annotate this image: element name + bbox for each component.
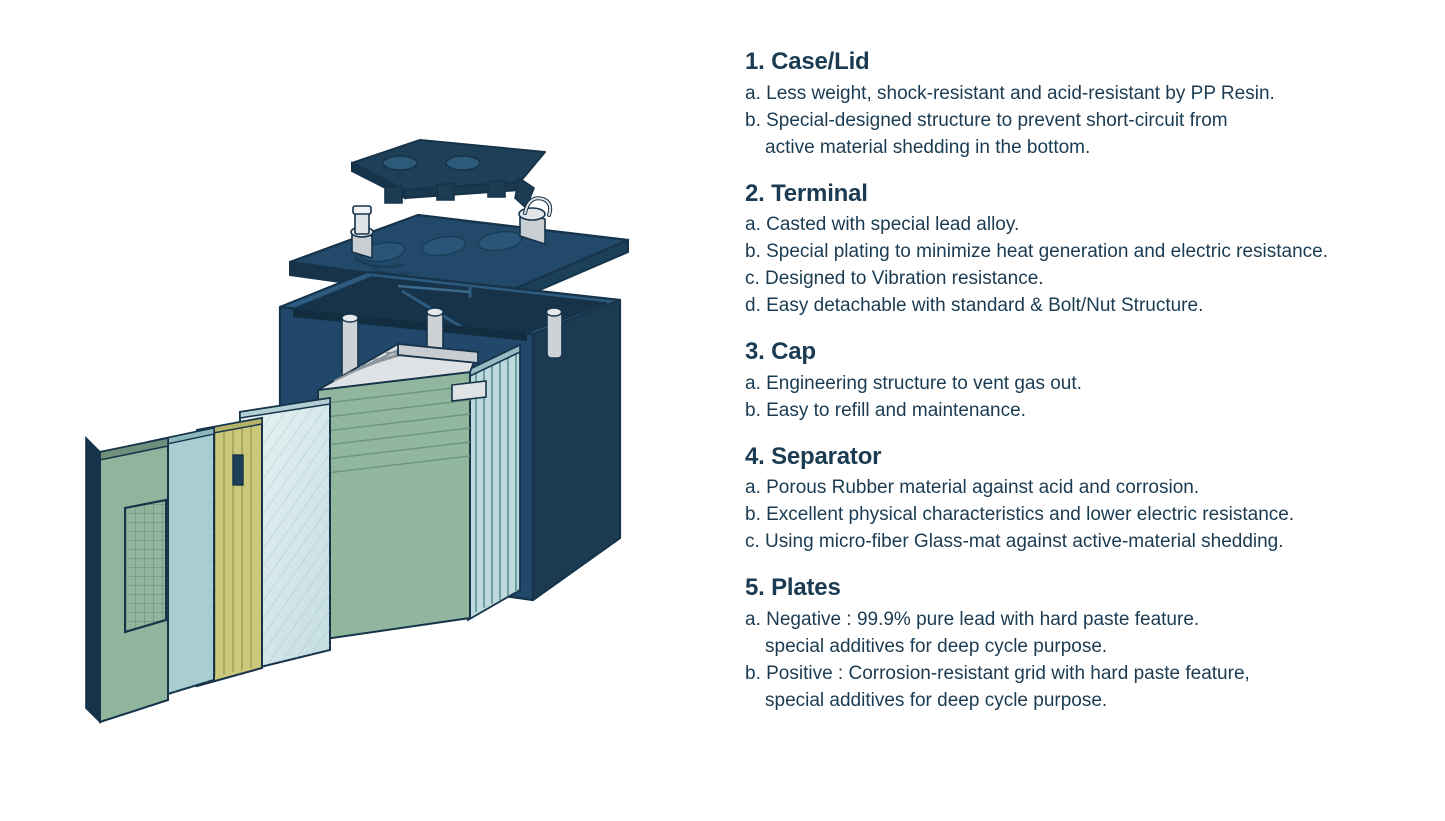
spec-line: b. Excellent physical characteristics and lower electric resistance. — [745, 504, 1295, 526]
spec-section-case-lid — [745, 48, 1415, 162]
spec-line: special additives for deep cycle purpose. — [765, 689, 1108, 711]
cell-post-right — [547, 312, 562, 358]
spec-line: active material shedding in the bottom. — [765, 136, 1091, 158]
cap-strip-part — [352, 140, 545, 208]
spec-line: b. Special-designed structure to prevent short-circuit from — [745, 109, 1228, 131]
plate-lug-yellow — [233, 455, 243, 485]
spec-line: d. Easy detachable with standard & Bolt/Nut Structure. — [745, 295, 1204, 316]
spec-line: a. Casted with special lead alloy. — [745, 214, 1020, 236]
battery-diagram-svg — [0, 0, 720, 821]
spec-heading-case-lid: 1. Case/Lid — [745, 48, 870, 75]
spec-line: b. Special plating to minimize heat generation and electric resistance. — [745, 241, 1328, 263]
spec-section-separator — [745, 443, 1415, 557]
exploded-battery-diagram — [0, 0, 720, 821]
spec-line: special additives for deep cycle purpose. — [765, 635, 1108, 657]
terminal-negative-part — [351, 206, 373, 258]
spec-line: a. Less weight, shock-resistant and acid-resistant by PP Resin. — [745, 82, 1275, 104]
spec-section-plates — [745, 574, 1415, 714]
spec-line: c. Designed to Vibration resistance. — [745, 268, 1044, 290]
spec-section-cap — [745, 338, 1415, 425]
spec-line: b. Easy to refill and maintenance. — [745, 399, 1026, 421]
plate-negative-sheet — [86, 438, 168, 722]
spec-heading-plates: 5. Plates — [745, 574, 841, 601]
spec-line: a. Porous Rubber material against acid and corrosion. — [745, 477, 1200, 499]
spec-line: b. Positive : Corrosion-resistant grid with hard paste feature, — [745, 662, 1250, 684]
specification-list — [720, 0, 1445, 821]
plate-group-center — [318, 344, 486, 640]
spec-section-terminal — [745, 180, 1415, 320]
spec-heading-separator: 4. Separator — [745, 442, 882, 470]
spec-heading-terminal: 2. Terminal — [745, 179, 868, 207]
spec-line: a. Engineering structure to vent gas out. — [745, 372, 1082, 394]
spec-line: a. Negative : 99.9% pure lead with hard paste feature. — [745, 608, 1200, 630]
spec-heading-cap: 3. Cap — [745, 337, 816, 365]
spec-line: c. Using micro-fiber Glass-mat against active-material shedding. — [745, 531, 1284, 553]
